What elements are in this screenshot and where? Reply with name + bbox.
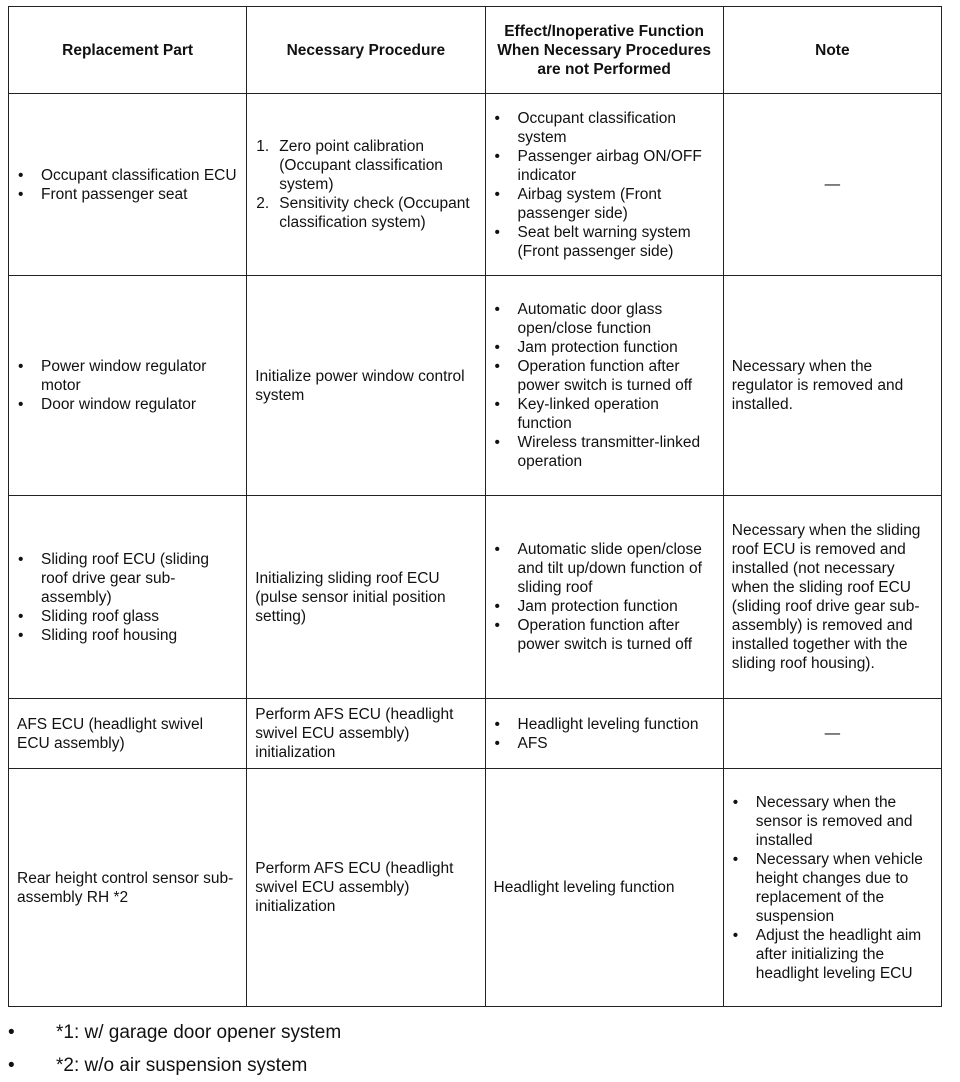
list-item: • Occupant classification ECU xyxy=(17,166,238,185)
cell-procedure: Perform AFS ECU (headlight swivel ECU assembly) initialization xyxy=(247,699,485,769)
cell-part xyxy=(9,276,247,496)
footnote xyxy=(8,1016,341,1049)
list-number: 1. xyxy=(256,138,270,155)
cell-part xyxy=(9,94,247,276)
footnote-text: *2: w/o air suspension system xyxy=(56,1055,308,1076)
cell-procedure xyxy=(247,94,485,276)
cell-note: Necessary when the sliding roof ECU is removed and installed (not necessary when the sliding roof ECU (sliding roof drive gear sub-assembly) is removed and installed together with the sliding roof housing). xyxy=(723,496,941,699)
cell-note xyxy=(723,769,941,1007)
list-item: • Power window regulator motor xyxy=(17,357,238,395)
cell-note: — xyxy=(723,699,941,769)
list-number: 2. xyxy=(256,195,270,212)
header-note: Note xyxy=(723,7,941,94)
list-item: • Key-linked operation function xyxy=(494,395,715,433)
cell-effect xyxy=(485,699,723,769)
list-item: • Sliding roof ECU (sliding roof drive gear sub-assembly) xyxy=(17,550,238,607)
list-item: • Operation function after power switch is turned off xyxy=(494,357,715,395)
footnote xyxy=(8,1049,341,1082)
list-item: • Passenger airbag ON/OFF indicator xyxy=(494,147,715,185)
cell-effect xyxy=(485,94,723,276)
table-row xyxy=(9,276,942,496)
header-necessary-procedure: Necessary Procedure xyxy=(247,7,485,94)
table-row xyxy=(9,699,942,769)
list-item: • Necessary when the sensor is removed and installed xyxy=(732,793,933,850)
cell-effect xyxy=(485,276,723,496)
list-item: • Automatic slide open/close and tilt up/down function of sliding roof xyxy=(494,540,715,597)
list-item: • Sliding roof housing xyxy=(17,626,238,645)
table-row xyxy=(9,769,942,1007)
list-item: • Front passenger seat xyxy=(17,185,238,204)
cell-effect: Headlight leveling function xyxy=(485,769,723,1007)
list-item: • Adjust the headlight aim after initializing the headlight leveling ECU xyxy=(732,926,933,983)
cell-part xyxy=(9,496,247,699)
list-item: • Jam protection function xyxy=(494,338,715,357)
list-item: 2. Sensitivity check (Occupant classification system) xyxy=(256,195,470,231)
table-row xyxy=(9,94,942,276)
list-item: • Seat belt warning system (Front passenger side) xyxy=(494,223,715,261)
bullet-icon: • xyxy=(8,1022,15,1043)
list-item: • Wireless transmitter-linked operation xyxy=(494,433,715,471)
cell-effect xyxy=(485,496,723,699)
cell-procedure: Initialize power window control system xyxy=(247,276,485,496)
list-item: • AFS xyxy=(494,734,715,753)
cell-procedure: Initializing sliding roof ECU (pulse sensor initial position setting) xyxy=(247,496,485,699)
list-item: • Necessary when vehicle height changes due to replacement of the suspension xyxy=(732,850,933,926)
cell-part: AFS ECU (headlight swivel ECU assembly) xyxy=(9,699,247,769)
table-row xyxy=(9,496,942,699)
cell-note: — xyxy=(723,94,941,276)
list-item: • Door window regulator xyxy=(17,395,238,414)
bullet-icon: • xyxy=(8,1055,15,1076)
list-item: • Jam protection function xyxy=(494,597,715,616)
list-item: • Operation function after power switch is turned off xyxy=(494,616,715,654)
list-item: • Occupant classification system xyxy=(494,109,715,147)
cell-procedure: Perform AFS ECU (headlight swivel ECU assembly) initialization xyxy=(247,769,485,1007)
list-item: • Headlight leveling function xyxy=(494,715,715,734)
replacement-procedures-table xyxy=(8,6,942,1007)
cell-part: Rear height control sensor sub-assembly RH *2 xyxy=(9,769,247,1007)
header-replacement-part: Replacement Part xyxy=(9,7,247,94)
footnotes xyxy=(8,1016,341,1082)
table-header-row xyxy=(9,7,942,94)
header-effect: Effect/Inoperative Function When Necessary Procedures are not Performed xyxy=(485,7,723,94)
list-item: • Airbag system (Front passenger side) xyxy=(494,185,715,223)
cell-note: Necessary when the regulator is removed and installed. xyxy=(723,276,941,496)
list-item: • Automatic door glass open/close function xyxy=(494,300,715,338)
list-item: • Sliding roof glass xyxy=(17,607,238,626)
footnote-text: *1: w/ garage door opener system xyxy=(56,1022,342,1043)
list-item: 1. Zero point calibration (Occupant classification system) xyxy=(256,138,443,193)
